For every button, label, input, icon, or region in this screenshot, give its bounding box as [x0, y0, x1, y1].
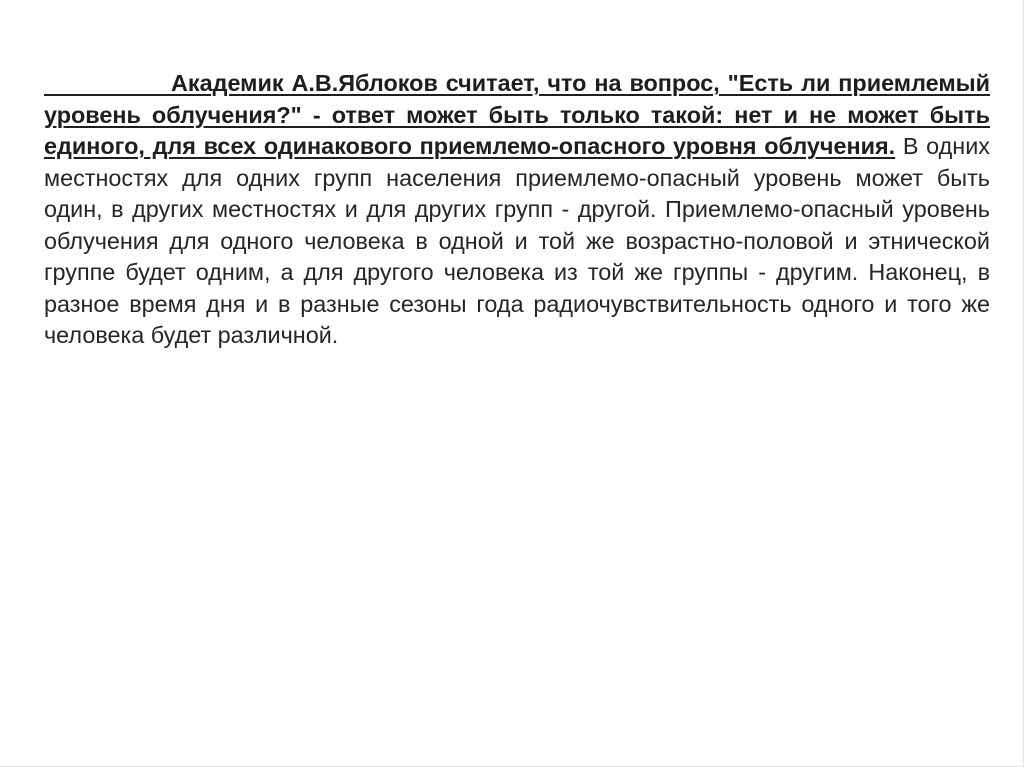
emphasized-text [44, 70, 990, 159]
paragraph-indent [44, 70, 171, 96]
regular-text: В одних местностях для одних групп населения приемлемо-опасный уровень может быть один, в других местностях и для других групп - другой. Приемлемо-опасный уровень облучения для одного человека в одной и той же возрастно-половой и этнической группе будет одним, а для другого человека из той же группы - другим. Наконец, в разное время дня и в разные сезоны года радиочувствительность одного и того же человека будет различной. [44, 133, 990, 348]
emphasized-statement: Академик А.В.Яблоков считает, что на вопрос, "Есть ли приемлемый уровень облучения?" - ответ может быть только такой: нет и не может быть единого, для всех одинакового приемлемо-опасного уровня облучения. [44, 70, 990, 159]
body-paragraph [44, 68, 990, 352]
